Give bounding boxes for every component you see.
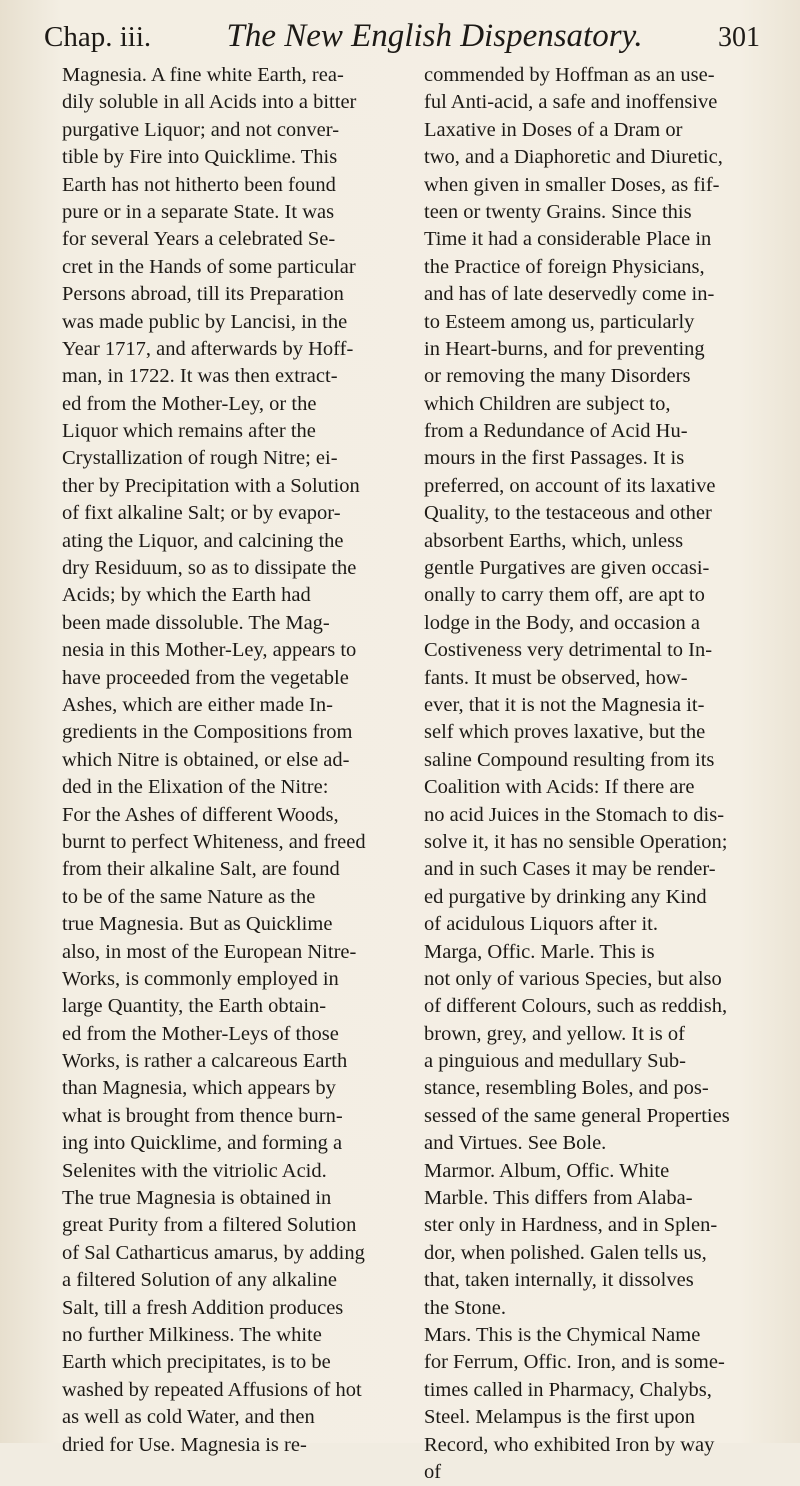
text-line: as well as cold Water, and then <box>62 1406 315 1429</box>
text-line: preferred, on account of its laxative <box>424 474 716 497</box>
text-line: than Magnesia, which appears by <box>62 1077 336 1100</box>
text-line: stance, resembling Boles, and pos- <box>424 1077 709 1100</box>
text-line: the Stone. <box>424 1296 506 1319</box>
text-line: Salt, till a fresh Addition produces <box>62 1296 344 1319</box>
text-line: Marmor. Album, Offic. White <box>424 1159 670 1182</box>
text-line: Costiveness very detrimental to In- <box>424 639 713 662</box>
text-line: been made dissoluble. The Mag- <box>62 611 330 634</box>
text-line: fants. It must be observed, how- <box>424 666 688 689</box>
text-line: The true Magnesia is obtained in <box>62 1187 332 1210</box>
text-line: to Esteem among us, particularly <box>424 310 695 333</box>
text-line: a pinguious and medullary Sub- <box>424 1050 686 1073</box>
text-line: nesia in this Mother-Ley, appears to <box>62 639 357 662</box>
text-line: Earth which precipitates, is to be <box>62 1351 331 1374</box>
text-line: purgative Liquor; and not conver- <box>62 118 340 141</box>
text-line: which Nitre is obtained, or else ad- <box>62 748 350 771</box>
text-line: the Practice of foreign Physicians, <box>424 255 705 278</box>
text-line: ed from the Mother-Ley, or the <box>62 392 317 415</box>
text-line: Persons abroad, till its Preparation <box>62 283 344 306</box>
text-line: Marga, Offic. Marle. This is <box>424 940 655 963</box>
text-line: solve it, it has no sensible Operation; <box>424 830 728 853</box>
text-line: saline Compound resulting from its <box>424 748 715 771</box>
text-line: times called in Pharmacy, Chalybs, <box>424 1378 712 1401</box>
text-line: Quality, to the testaceous and other <box>424 502 712 525</box>
text-line: a filtered Solution of any alkaline <box>62 1269 337 1292</box>
text-line: ating the Liquor, and calcining the <box>62 529 344 552</box>
running-header <box>44 0 760 62</box>
text-line: and in such Cases it may be render- <box>424 858 716 881</box>
text-line: Crystallization of rough Nitre; ei- <box>62 447 338 470</box>
text-line: washed by repeated Affusions of hot <box>62 1378 362 1401</box>
text-line: brown, grey, and yellow. It is of <box>424 1022 685 1045</box>
text-line: burnt to perfect Whiteness, and freed <box>62 830 366 853</box>
text-line: also, in most of the European Nitre- <box>62 940 357 963</box>
text-line: of different Colours, such as reddish, <box>424 995 728 1018</box>
text-line: no further Milkiness. The white <box>62 1323 322 1346</box>
text-line: not only of various Species, but also <box>424 967 722 990</box>
text-line: sessed of the same general Properties <box>424 1104 730 1127</box>
text-line: dried for Use. Magnesia is re- <box>62 1433 307 1456</box>
text-line: or removing the many Disorders <box>424 365 691 388</box>
text-line: Liquor which remains after the <box>62 420 316 443</box>
text-line: no acid Juices in the Stomach to dis- <box>424 803 725 826</box>
text-line: what is brought from thence burn- <box>62 1104 343 1127</box>
text-line: Time it had a considerable Place in <box>424 228 712 251</box>
text-line: in Heart-burns, and for preventing <box>424 337 705 360</box>
text-line: have proceeded from the vegetable <box>62 666 349 689</box>
text-line: ther by Precipitation with a Solution <box>62 474 360 497</box>
text-line: tible by Fire into Quicklime. This <box>62 146 338 169</box>
text-line: man, in 1722. It was then extract- <box>62 365 338 388</box>
text-line: of <box>424 1460 442 1483</box>
text-line: was made public by Lancisi, in the <box>62 310 348 333</box>
text-line: for several Years a celebrated Se- <box>62 228 336 251</box>
text-line: Mars. This is the Chymical Name <box>424 1323 701 1346</box>
text-line: ed from the Mother-Leys of those <box>62 1022 339 1045</box>
text-line: for Ferrum, Offic. Iron, and is some- <box>424 1351 725 1374</box>
text-line: pure or in a separate State. It was <box>62 200 335 223</box>
text-line: gredients in the Compositions from <box>62 721 353 744</box>
text-line: two, and a Diaphoretic and Diuretic, <box>424 146 723 169</box>
text-line: commended by Hoffman as an use- <box>424 64 715 86</box>
text-line: when given in smaller Doses, as fif- <box>424 173 720 196</box>
text-line: Ashes, which are either made In- <box>62 693 333 716</box>
text-line: dor, when polished. Galen tells us, <box>424 1241 707 1264</box>
text-line: gentle Purgatives are given occasi- <box>424 557 710 580</box>
text-line: ing into Quicklime, and forming a <box>62 1132 343 1155</box>
text-line: ster only in Hardness, and in Splen- <box>424 1214 718 1237</box>
text-line: from their alkaline Salt, are found <box>62 858 340 881</box>
text-line: and Virtues. See Bole. <box>424 1132 607 1155</box>
text-line: Laxative in Doses of a Dram or <box>424 118 683 141</box>
text-line: Earth has not hitherto been found <box>62 173 336 196</box>
text-line: teen or twenty Grains. Since this <box>424 200 692 223</box>
text-line: ever, that it is not the Magnesia it- <box>424 693 705 716</box>
text-line: Marble. This differs from Alaba- <box>424 1187 693 1210</box>
right-text-column <box>424 62 776 1486</box>
text-line: absorbent Earths, which, unless <box>424 529 684 552</box>
text-line: to be of the same Nature as the <box>62 885 316 908</box>
page-number: 301 <box>717 22 760 53</box>
text-line: Record, who exhibited Iron by way <box>424 1433 715 1456</box>
text-line: dry Residuum, so as to dissipate the <box>62 557 357 580</box>
text-line: which Children are subject to, <box>424 392 671 415</box>
text-line: ed purgative by drinking any Kind <box>424 885 707 908</box>
text-line: that, taken internally, it dissolves <box>424 1269 694 1292</box>
chapter-label: Chap. iii. <box>44 21 152 53</box>
text-line: ful Anti-acid, a safe and inoffensive <box>424 91 718 114</box>
text-line: ded in the Elixation of the Nitre: <box>62 776 329 799</box>
text-line: onally to carry them off, are apt to <box>424 584 705 607</box>
text-line: dily soluble in all Acids into a bitter <box>62 91 357 114</box>
left-text-column <box>62 62 414 1459</box>
text-line: of acidulous Liquors after it. <box>424 913 658 936</box>
text-line: Year 1717, and afterwards by Hoff- <box>62 337 354 360</box>
text-line: For the Ashes of different Woods, <box>62 803 339 826</box>
text-line: Selenites with the vitriolic Acid. <box>62 1159 327 1182</box>
text-line: of fixt alkaline Salt; or by evapor- <box>62 502 341 525</box>
text-line: great Purity from a filtered Solution <box>62 1214 357 1237</box>
text-line: large Quantity, the Earth obtain- <box>62 995 327 1018</box>
text-line: lodge in the Body, and occasion a <box>424 611 700 634</box>
text-line: Works, is rather a calcareous Earth <box>62 1050 348 1073</box>
text-line: Works, is commonly employed in <box>62 967 339 990</box>
text-line: Magnesia. A fine white Earth, rea- <box>62 64 344 86</box>
text-line: true Magnesia. But as Quicklime <box>62 913 333 936</box>
text-line: of Sal Catharticus amarus, by adding <box>62 1241 365 1264</box>
text-line: self which proves laxative, but the <box>424 721 706 744</box>
text-line: Acids; by which the Earth had <box>62 584 311 607</box>
text-line: and has of late deservedly come in- <box>424 283 715 306</box>
running-title: The New English Dispensatory. <box>226 18 643 54</box>
text-line: Coalition with Acids: If there are <box>424 776 695 799</box>
text-line: cret in the Hands of some particular <box>62 255 356 278</box>
text-line: from a Redundance of Acid Hu- <box>424 420 688 443</box>
text-line: Steel. Melampus is the first upon <box>424 1406 696 1429</box>
text-line: mours in the first Passages. It is <box>424 447 685 470</box>
